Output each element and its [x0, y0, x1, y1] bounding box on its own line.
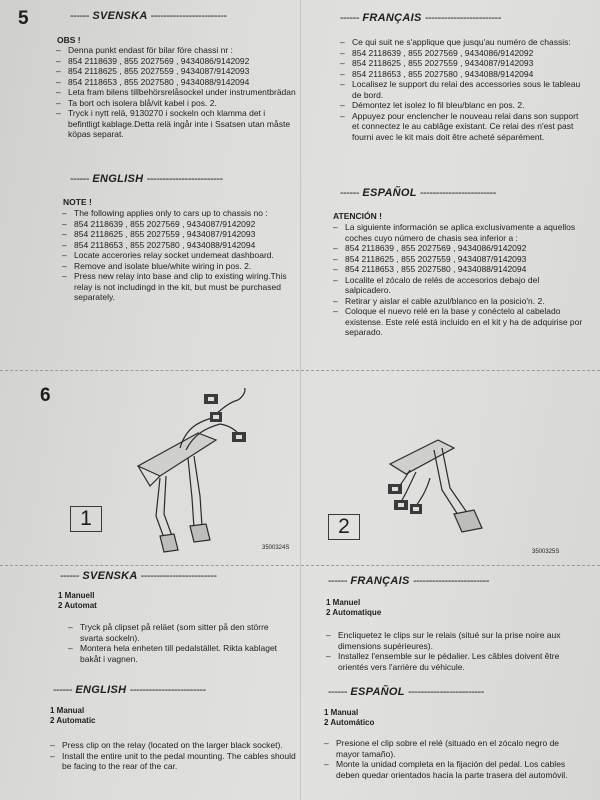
list-item: – Denna punkt endast för bilar före chassi nr :	[56, 45, 296, 56]
list-item: – 854 2118639 , 855 2027569 , 9434087/9142092	[62, 219, 298, 230]
list-item: – Appuyez pour enclencher le nouveau relai dans son support et connectez le au cablâge existant. Ce relai des n'est past fourni avec le kit mais doit être acheté séparément.	[340, 111, 585, 143]
step6-english-list	[50, 740, 298, 772]
step6-francais-list	[326, 630, 576, 672]
list-item: – 854 2118653 , 855 2027580 , 9434088/9142094	[56, 77, 296, 88]
figure-1-code: 3500324S	[262, 545, 290, 551]
list-item: – Press new relay into base and clip to existing wiring.This relay is not includingd in the kit, but must be purchased separately.	[62, 271, 298, 303]
step5-english-heading: ------ ENGLISH ------------------------	[70, 173, 223, 185]
step5-francais-list	[340, 37, 585, 142]
section-divider	[0, 370, 600, 371]
list-item: – Localite el zócalo de relés de accesorios debajo del salpicadero.	[333, 275, 585, 296]
list-item: – 854 2118625 , 855 2027559 , 9434087/9142093	[62, 229, 298, 240]
pedal-assembly-automatic-illustration	[370, 420, 520, 550]
step5-espanol-list	[333, 222, 585, 338]
model-automatic: 2 Automatic	[50, 716, 96, 725]
list-item: – 854 2118625 , 855 2027559 , 9434087/9142093	[333, 254, 585, 265]
step5-english-note: NOTE !	[63, 197, 92, 207]
list-item: – Coloque el nuevo relé en la base y conéctelo al cabelado existense. Este relé está incluido en el kit y ha de adquirise por separado.	[333, 306, 585, 338]
list-item: – 854 2118639 , 855 2027569 , 9434086/9142092	[333, 243, 585, 254]
step6-svenska-heading: ------ SVENSKA ------------------------	[60, 570, 217, 582]
figure-2-code: 3500325S	[532, 549, 560, 555]
list-item: – Montera hela enheten till pedalstället. Rikta kablaget bakåt i vagnen.	[68, 643, 294, 664]
list-item: – Leta fram bilens tillbehörsrelåsockel under instrumentbrädan	[56, 87, 296, 98]
section-divider	[0, 565, 600, 566]
step6-espanol-heading: ------ ESPAÑOL ------------------------	[328, 686, 484, 698]
list-item: – Ce qui suit ne s'applique que jusqu'au numéro de chassis:	[340, 37, 585, 48]
step5-english-list	[62, 208, 298, 303]
list-item: – 854 2118625 , 855 2027559 , 9434087/9142093	[340, 58, 585, 69]
list-item: – 854 2118625 , 855 2027559 , 9434087/9142093	[56, 66, 296, 77]
list-item: – 854 2118653 , 855 2027580 , 9434088/9142094	[62, 240, 298, 251]
list-item: – Install the entire unit to the pedal mounting. The cables should be facing to the rear of the car.	[50, 751, 298, 772]
list-item: – 854 2118639 , 855 2027569 , 9434086/9142092	[340, 48, 585, 59]
step-6-number: 6	[40, 385, 51, 406]
model-manual: 1 Manuell	[58, 591, 95, 600]
list-item: – La siguiente información se aplica exclusivamente a aquellos coches cuyo número de chasis sea inferior a :	[333, 222, 585, 243]
list-item: – Monte la unidad completa en la fijación del pedal. Los cables deben quedar orientados hacia la parte trasera del automóvil.	[324, 759, 580, 780]
list-item: – Localisez le support du relai des accessories sous le tableau de bord.	[340, 79, 585, 100]
model-automatic: 2 Automatique	[326, 608, 382, 617]
list-item: – Tryck på clipset på reläet (som sitter på den större svarta sockeln).	[68, 622, 294, 643]
list-item: – Installez l'ensemble sur le pédalier. Les câbles doivent être orientés vers l'arrière du véhicule.	[326, 651, 576, 672]
model-manual: 1 Manual	[50, 706, 85, 715]
step6-francais-heading: ------ FRANÇAIS ------------------------	[328, 575, 489, 587]
list-item: – Démontez let isolez lo fil bleu/blanc en pos. 2.	[340, 100, 585, 111]
step5-svenska-heading: ------ SVENSKA ------------------------	[70, 10, 227, 22]
step6-svenska-list	[68, 622, 294, 664]
list-item: – Press clip on the relay (located on the larger black socket).	[50, 740, 298, 751]
list-item: – Locate accerories relay socket undemeat dashboard.	[62, 250, 298, 261]
list-item: – Ta bort och isolera blå/vit kabel i pos. 2.	[56, 98, 296, 109]
list-item: – Remove and isolate blue/white wiring in pos. 2.	[62, 261, 298, 272]
step6-francais-models	[326, 598, 381, 618]
list-item: – 854 2118653 , 855 2027580 , 9434088/9142094	[340, 69, 585, 80]
step5-svenska-list	[56, 45, 296, 140]
step5-espanol-heading: ------ ESPAÑOL ------------------------	[340, 187, 496, 199]
step-5-number: 5	[18, 8, 29, 29]
step6-svenska-models	[58, 591, 97, 611]
figure-1-label: 1	[70, 506, 102, 532]
step5-francais-heading: ------ FRANÇAIS ------------------------	[340, 12, 501, 24]
step5-espanol-note: ATENCIÓN !	[333, 211, 382, 221]
step6-espanol-models	[324, 708, 374, 728]
list-item: – Tryck i nytt relä, 9130270 i sockeln och klamma det i befintligt kablage.Detta relä ingår inte i Ssatsen utan måste köpas separat.	[56, 108, 296, 140]
model-automatic: 2 Automat	[58, 601, 97, 610]
figure-2-label: 2	[328, 514, 360, 540]
step6-english-models	[50, 706, 96, 726]
list-item: – Retirar y aislar el cable azul/blanco en la posicio'n. 2.	[333, 296, 585, 307]
list-item: – The following applies only to cars up to chassis no :	[62, 208, 298, 219]
step6-espanol-list	[324, 738, 580, 780]
list-item: – 854 2118639 , 855 2027569 , 9434086/9142092	[56, 56, 296, 67]
pedal-assembly-manual-illustration	[120, 388, 310, 553]
model-automatic: 2 Automático	[324, 718, 375, 727]
model-manual: 1 Manual	[324, 708, 359, 717]
model-manual: 1 Manuel	[326, 598, 361, 607]
list-item: – Presione el clip sobre el relé (situado en el zócalo negro de mayor tamaño).	[324, 738, 580, 759]
list-item: – 854 2118653 , 855 2027580 , 9434088/9142094	[333, 264, 585, 275]
step5-svenska-note: OBS !	[57, 35, 81, 45]
step6-english-heading: ------ ENGLISH ------------------------	[53, 684, 206, 696]
list-item: – Encliquetez le clips sur le relais (situé sur la prise noire aux dimensions supérieures).	[326, 630, 576, 651]
